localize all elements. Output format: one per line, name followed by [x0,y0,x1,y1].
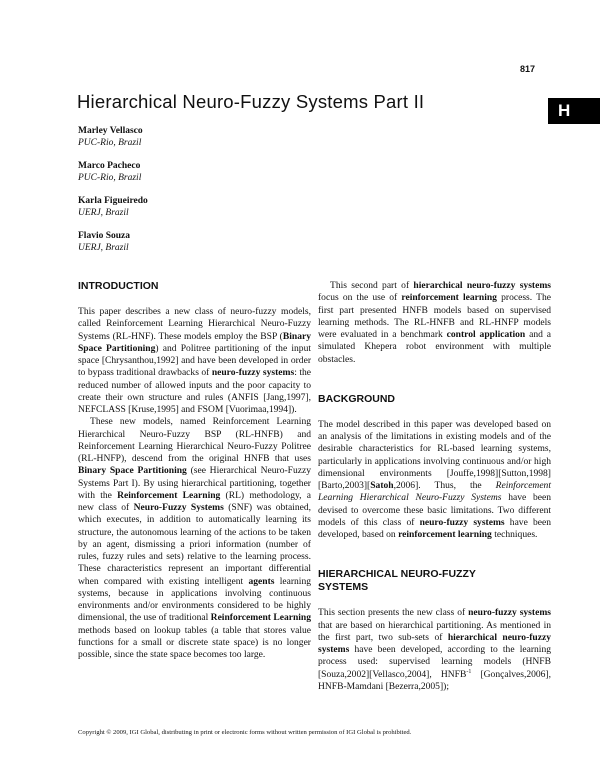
author-name: Flavio Souza [78,231,130,241]
background-heading: BACKGROUND [318,392,395,405]
author-affiliation: UERJ, Brazil [78,208,129,218]
right-column [318,280,551,693]
author-entry [78,160,278,184]
author-entry [78,195,278,219]
author-name: Marco Pacheco [78,161,141,171]
author-entry [78,230,278,254]
author-list [78,125,278,265]
hierarchical-paragraph-1: This section presents the new class of neuro-fuzzy systems that are based on hierarchical partitioning. As mentioned in the first part, two sub-sets of hierarchical neuro-fuzzy systems have been developed, according to the learning process used: supervised learning models (HNFB [Souza,2002][Vellasco,2004], $HNFB^{-1}$ [Gonçalves,2006], HNFB-Mamdani [Bezerra,2005]); [318,607,551,692]
hierarchical-heading: HIERARCHICAL NEURO-FUZZY SYSTEMS [318,568,476,594]
author-name: Marley Vellasco [78,126,143,136]
author-name: Karla Figueiredo [78,196,148,206]
copyright-footer: Copyright © 2009, IGI Global, distributing in print or electronic forms without written permission of IGI Global is prohibited. [78,729,412,736]
left-column [78,280,311,661]
introduction-paragraph-2: These new models, named Reinforcement Learning Hierarchical Neuro-Fuzzy BSP (RL-HNFB) and Reinforcement Learning Hierarchical Neuro-Fuzzy Politree (RL-HNFP), descend from the original HNFB that uses Binary Space Partitioning (see Hierarchical Neuro-Fuzzy Systems Part I). By using hierarchical partitioning, together with the Reinforcement Learning (RL) methodology, a new class of Neuro-Fuzzy Systems (SNF) was obtained, which executes, in addition to automatically learning its structure, the autonomous learning of the actions to be taken by an agent, dismissing a priori information (number of rules, fuzzy rules and sets) relative to the learning process. These characteristics represent an important differential when compared with existing intelligent agents learning systems, because in applications involving continuous environments and/or environments considered to be highly dimensional, the use of traditional Reinforcement Learning methods based on lookup tables (a table that stores value functions for a small or discrete state space) is no longer possible, since the state space becomes too large. [78,416,312,660]
author-affiliation: UERJ, Brazil [78,243,129,253]
page-number: 817 [520,64,536,74]
background-paragraph-1: The model described in this paper was developed based on an analysis of the limitations in existing models and of the desirable characteristics for RL-based learning systems, particularly in applications involving continuous and/or high dimensional environments [Jouffe,1998][Sutton,1998][Barto,2003][Satoh,2006]. Thus, the Reinforcement Learning Hierarchical Neuro-Fuzzy Systems have been devised to overcome these basic limitations. Two different models of this class of neuro-fuzzy systems have been developed, based on reinforcement learning techniques. [318,418,551,540]
paper-title: Hierarchical Neuro-Fuzzy Systems Part II [77,91,425,112]
introduction-paragraph-1: This paper describes a new class of neuro-fuzzy models, called Reinforcement Learning Hierarchical Neuro-Fuzzy Systems (RL-HNF). These models employ the BSP (Binary Space Partitioning) and Politree partitioning of the input space [Chrysanthou,1992] and have been developed in order to bypass traditional drawbacks of neuro-fuzzy systems: the reduced number of allowed inputs and the poor capacity to create their own structure and rules (ANFIS [Jang,1997], NEFCLASS [Kruse,1995] and FSOM [Vuorimaa,1994]). [78,306,312,415]
author-entry [78,125,278,149]
introduction-heading: INTRODUCTION [78,280,159,292]
introduction-paragraph-3: This second part of hierarchical neuro-fuzzy systems focus on the use of reinforcement learning process. The first part presented HNFB models based on supervised learning methods. The RL-HNFB and RL-HNFP models were evaluated in a benchmark control application and a simulated Khepera robot environment with multiple obstacles. [318,280,552,365]
author-affiliation: PUC-Rio, Brazil [78,138,142,148]
author-affiliation: PUC-Rio, Brazil [78,173,142,183]
section-letter-tab: H [548,98,600,124]
